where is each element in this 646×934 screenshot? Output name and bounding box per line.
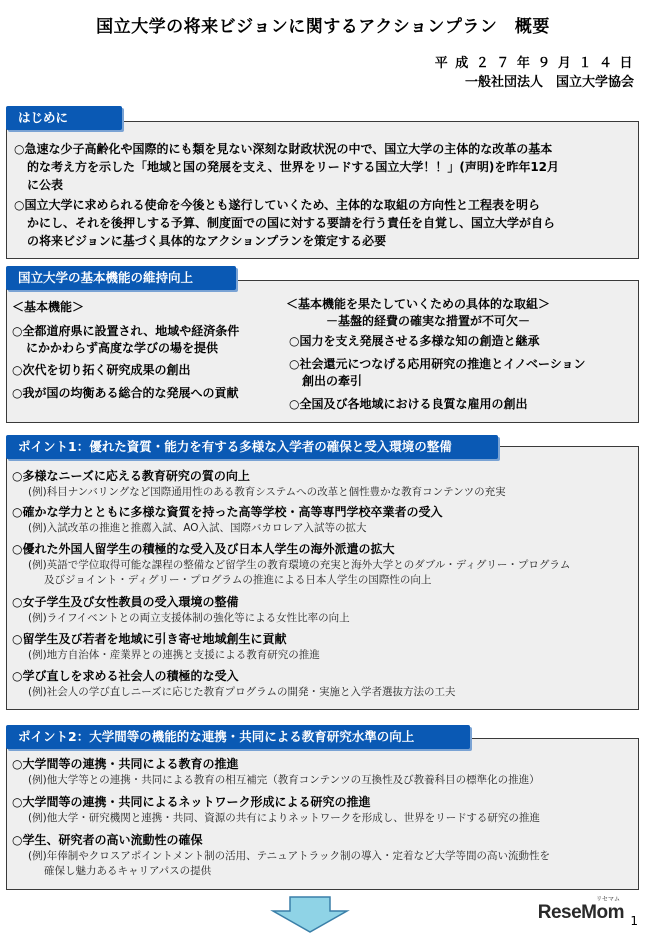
- point2-item-example: (例)他大学・研究機関と連携・共同、資源の共有によりネットワークを形成し、世界をリードする研究の推進: [28, 812, 540, 824]
- point1-item-example: 及びジョイント・ディグリー・プログラムの推進による日本人学生の国際性の向上: [44, 574, 432, 586]
- logo-ruby: リセマム: [596, 897, 620, 903]
- point2-item-head: ○大学間等の連携・共同による教育の推進: [12, 757, 239, 771]
- basic-right-sub: －基盤的経費の確実な措置が不可欠－: [326, 314, 531, 328]
- point1-item-head: ○優れた外国人留学生の積極的な受入及び日本人学生の海外派遣の拡大: [12, 542, 395, 556]
- organization-name: 一般社団法人 国立大学協会: [464, 75, 634, 90]
- intro-tag: はじめに: [6, 106, 122, 130]
- intro-line: かにし、それを後押しする予算、制度面での国に対する要請を行う責任を自覚し、国立大学が自ら: [27, 216, 556, 230]
- basic-left-line: ○次代を切り拓く研究成果の創出: [12, 363, 191, 377]
- basic-right-heading: ＜基本機能を果たしていくための具体的な取組＞: [286, 297, 551, 311]
- basic-left-line: ○我が国の均衡ある総合的な発展への貢献: [12, 386, 239, 400]
- point1-item-example: (例)入試改革の推進と推薦入試、AO入試、国際バカロレア入試等の拡大: [28, 522, 367, 534]
- basic-left-heading: ＜基本機能＞: [12, 300, 85, 314]
- point1-item-example: (例)社会人の学び直しニーズに応じた教育プログラムの開発・実施と入学者選抜方法の工夫: [28, 686, 456, 698]
- basic-tag: 国立大学の基本機能の維持向上: [6, 266, 236, 290]
- resemom-logo: [537, 897, 624, 924]
- point1-item-head: ○女子学生及び女性教員の受入環境の整備: [12, 595, 239, 609]
- point1-item-head: ○留学生及び若者を地域に引き寄せ地域創生に貢献: [12, 632, 287, 646]
- basic-right-line: 創出の牽引: [302, 374, 363, 388]
- point2-item-head: ○学生、研究者の高い流動性の確保: [12, 833, 203, 847]
- point1-item-example: (例)英語で学位取得可能な課程の整備など留学生の教育環境の充実と海外大学とのダブル・ディグリー・プログラム: [28, 559, 571, 571]
- basic-right-line: ○国力を支え発展させる多様な知の創造と継承: [289, 334, 540, 348]
- point2-tag: ポイント2：大学間等の機能的な連携・共同による教育研究水準の向上: [6, 725, 470, 749]
- point2-item-example: (例)他大学等との連携・共同による教育の相互補完（教育コンテンツの互換性及び教養科目の標準化の推進）: [28, 774, 540, 786]
- point2-item-head: ○大学間等の連携・共同によるネットワーク形成による研究の推進: [12, 795, 371, 809]
- point2-item-example: 確保し魅力あるキャリアパスの提供: [44, 865, 212, 877]
- point2-item-example: (例)年俸制やクロスアポイントメント制の活用、テニュアトラック制の導入・定着など大学等間の高い流動性を: [28, 850, 550, 862]
- down-arrow-icon: [270, 896, 350, 934]
- basic-left-line: にかかわらず高度な学びの場を提供: [26, 341, 219, 355]
- page-title: 国立大学の将来ビジョンに関するアクションプラン 概要: [96, 17, 550, 37]
- point1-item-head: ○確かな学力とともに多様な資質を持った高等学校・高等専門学校卒業者の受入: [12, 505, 443, 519]
- point1-item-head: ○学び直しを求める社会人の積極的な受入: [12, 669, 239, 683]
- intro-line: の将来ビジョンに基づく具体的なアクションプランを策定する必要: [27, 234, 387, 248]
- intro-line: ○急速な少子高齢化や国際的にも類を見ない深刻な財政状況の中で、国立大学の主体的な改革の基本: [14, 142, 553, 156]
- down-arrow-shape: [273, 897, 347, 932]
- intro-line: 的な考え方を示した「地域と国の発展を支え、世界をリードする国立大学！！」(声明)を昨年12月: [27, 160, 560, 174]
- point1-tag: ポイント1：優れた資質・能力を有する多様な入学者の確保と受入環境の整備: [6, 435, 498, 459]
- basic-right-line: ○社会還元につなげる応用研究の推進とイノベーション: [289, 357, 586, 371]
- intro-line: に公表: [27, 178, 64, 192]
- document-date: 平 成 ２ ７ 年 ９ 月 １ ４ 日: [434, 56, 634, 71]
- point1-item-head: ○多様なニーズに応える教育研究の質の向上: [12, 469, 250, 483]
- page-number: 1: [630, 914, 638, 928]
- intro-line: ○国立大学に求められる使命を今後とも遂行していくため、主体的な取組の方向性と工程表を明ら: [14, 198, 540, 212]
- logo-text: ReseMom: [537, 902, 624, 923]
- basic-left-line: ○全都道府県に設置され、地域や経済条件: [12, 324, 240, 338]
- point1-item-example: (例)科目ナンバリングなど国際通用性のある教育システムへの改革と個性豊かな教育コンテンツの充実: [28, 486, 506, 498]
- point1-item-example: (例)地方自治体・産業界との連携と支援による教育研究の推進: [28, 649, 320, 661]
- basic-right-line: ○全国及び各地域における良質な雇用の創出: [289, 397, 528, 411]
- point1-item-example: (例)ライフイベントとの両立支援体制の強化等による女性比率の向上: [28, 612, 350, 624]
